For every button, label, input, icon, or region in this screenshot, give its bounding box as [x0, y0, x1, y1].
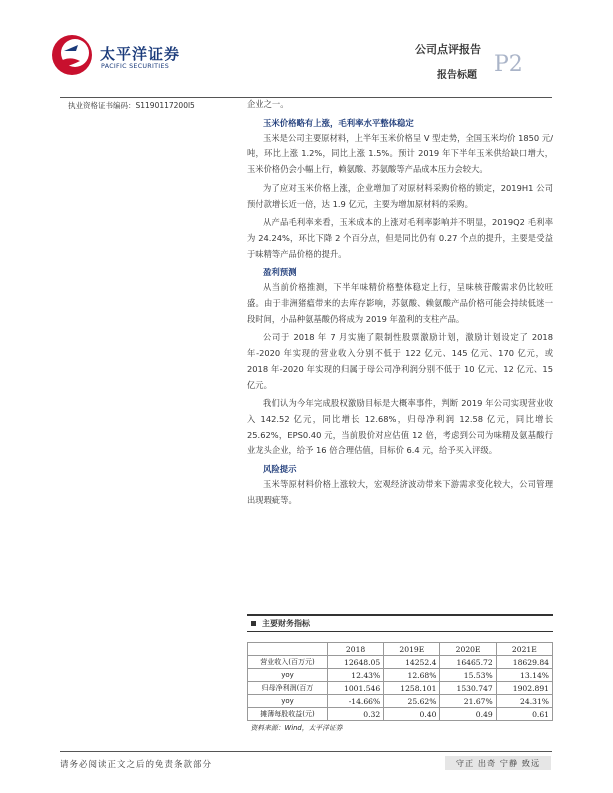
paragraph-corn-raw-material: 玉米是公司主要原材料，上半年玉米价格呈 V 型走势，全国玉米均价 1850 元/吨，环比上涨 1.2%，同比上涨 1.5%。预计 2019 年下半年玉米供给缺口增大，玉米价格仍会小幅上行，赖氨酸、苏氨酸等产品成本压力会较大。 [247, 132, 553, 175]
paragraph-intro-tail: 企业之一。 [247, 99, 289, 109]
row-label: 摊薄每股收益(元) [248, 708, 328, 721]
table-cell: 12.68% [384, 669, 440, 682]
table-cell: 0.40 [384, 708, 440, 721]
table-cell: 0.32 [327, 708, 383, 721]
table-cell: 1530.747 [440, 682, 496, 695]
paragraph-gross-margin: 从产品毛利率来看，玉米成本的上涨对毛利率影响并不明显，2019Q2 毛利率为 24.24%，环比下降 2 个百分点，但是同比仍有 0.27 个点的提升，主要是受益于味精等产品价格的提升。 [247, 217, 553, 259]
page-number: P2 [494, 52, 523, 77]
footer-motto: 守正 出奇 宁静 致远 [445, 756, 551, 770]
column-header: 2021E [496, 643, 552, 656]
table-cell: 25.62% [384, 695, 440, 708]
paragraph-risk: 玉米等原材料价格上涨较大，宏观经济波动带来下游需求变化较大，公司管理出现瑕疵等。 [247, 479, 553, 505]
section-heading-corn-price: 玉米价格略有上涨，毛利率水平整体稳定 [263, 117, 414, 128]
table-cell: 16465.72 [440, 656, 496, 669]
table-cell: 12.43% [327, 669, 383, 682]
pacific-securities-logo-icon [50, 33, 94, 77]
analyst-license-number: 执业资格证书编码：S1190117200l5 [68, 101, 195, 110]
table-row [248, 695, 553, 708]
table-row [248, 708, 553, 721]
row-label: 归母净利润(百万 [248, 682, 328, 695]
table-cell: 12648.05 [327, 656, 383, 669]
data-source: 资料来源：Wind，太平洋证券 [248, 721, 553, 734]
column-header [248, 643, 328, 656]
table-cell: 14252.4 [384, 656, 440, 669]
table-row [248, 669, 553, 682]
logo-chinese-name: 太平洋证券 [100, 45, 181, 63]
report-type: 公司点评报告 [415, 43, 481, 56]
row-label: yoy [248, 669, 328, 682]
section-heading-risk: 风险提示 [263, 464, 297, 475]
column-header: 2018 [327, 643, 383, 656]
paragraph-earnings-forecast: 我们认为今年完成股权激励目标是大概率事件，判断 2019 年公司实现营业收入 142.52 亿元，同比增长 12.68%，归母净利润 12.58 亿元，同比增长 25.62%，EPS0.40 元，当前股价对应估值 12 倍，考虑到公司为味精及氨基酸行业龙头企业，给予 16 倍合理估值，目标价 6.4 元，给予买入评级。 [247, 398, 553, 456]
table-cell: 0.49 [440, 708, 496, 721]
footer-disclaimer: 请务必阅读正文之后的免责条款部分 [60, 760, 213, 770]
table-row [248, 656, 553, 669]
table-cell: 1258.101 [384, 682, 440, 695]
table-cell: 18629.84 [496, 656, 552, 669]
company-logo [50, 33, 180, 83]
column-header: 2019E [384, 643, 440, 656]
table-row [248, 682, 553, 695]
footer-divider [60, 751, 552, 752]
table-header-row [248, 643, 553, 656]
table-cell: 24.31% [496, 695, 552, 708]
row-label: yoy [248, 695, 328, 708]
square-bullet-icon [251, 621, 256, 626]
section-heading-forecast: 盈利预测 [263, 267, 297, 278]
page-header [0, 0, 613, 100]
paragraph-incentive-plan: 公司于 2018 年 7 月实施了限制性股票激励计划，激励计划设定了 2018 年-2020 年实现的营业收入分别不低于 122 亿元、145 亿元、170 亿元，或 2018 年-2020 年实现的归属于母公司净利润分别不低于 10 亿元、12 亿元、15 亿元。 [247, 332, 553, 390]
table-cell: 1902.891 [496, 682, 552, 695]
main-column [247, 97, 553, 508]
table-cell: -14.66% [327, 695, 383, 708]
financial-indicators [247, 614, 553, 733]
paragraph-price-outlook: 从当前价格推测，下半年味精价格整体稳定上行，呈味核苷酸需求仍比较旺盛。由于非洲猪瘟带来的去库存影响，苏氨酸、赖氨酸产品价格可能会持续低迷一段时间，小品种氨基酸仍将成为 2019 年盈利的支柱产品。 [247, 282, 553, 324]
table-cell: 13.14% [496, 669, 552, 682]
report-title: 报告标题 [437, 70, 477, 81]
table-cell: 1001.546 [327, 682, 383, 695]
column-header: 2020E [440, 643, 496, 656]
table-source-row [248, 721, 553, 734]
financial-table [247, 642, 553, 733]
table-cell: 15.53% [440, 669, 496, 682]
row-label: 营业收入(百万元) [248, 656, 328, 669]
logo-english-name: PACIFIC SECURITIES [101, 63, 170, 70]
financial-table-title: 主要财务指标 [247, 614, 553, 632]
table-cell: 21.67% [440, 695, 496, 708]
paragraph-prepayment: 为了应对玉米价格上涨，企业增加了对原材料采购价格的锁定，2019H1 公司预付款增长近一倍，达 1.9 亿元，主要为增加原材料的采购。 [247, 182, 553, 209]
table-cell: 0.61 [496, 708, 552, 721]
